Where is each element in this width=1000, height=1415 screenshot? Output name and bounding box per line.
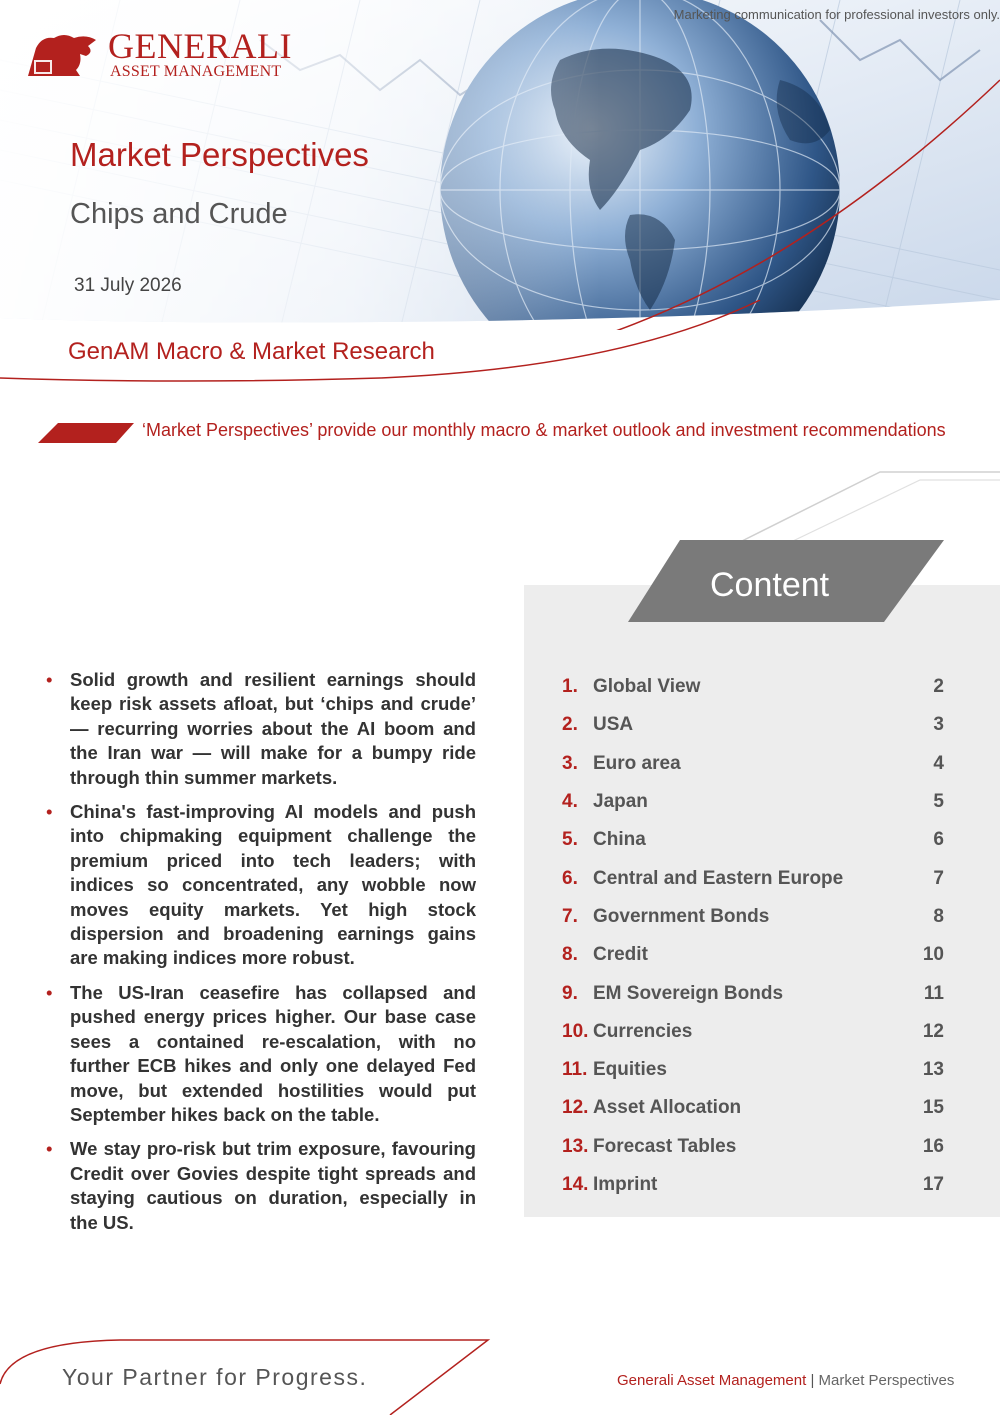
toc-item[interactable]: 7. Government Bonds 8 bbox=[562, 905, 944, 927]
toc-item[interactable]: 9. EM Sovereign Bonds 11 bbox=[562, 982, 944, 1004]
page-title: Market Perspectives bbox=[70, 136, 369, 173]
toc-item[interactable]: 3. Euro area 4 bbox=[562, 752, 944, 774]
contents-tab-shape bbox=[620, 470, 1000, 630]
key-point: • Solid growth and resilient earnings should keep risk assets afloat, but ‘chips and crude’ — recurring worries about the AI boom and the Iran war — will make for a bumpy ride through thin summer markets. bbox=[46, 669, 476, 788]
footer-tagline: Your Partner for Progress. bbox=[62, 1364, 368, 1390]
disclaimer-text: Marketing communication for professional investors only. bbox=[673, 7, 1000, 22]
bullet-icon: • bbox=[46, 981, 53, 1003]
toc-item[interactable]: 2. USA 3 bbox=[562, 714, 944, 736]
bullet-icon: • bbox=[46, 801, 53, 823]
toc-item[interactable]: 13. Forecast Tables 16 bbox=[562, 1135, 944, 1157]
bullet-icon: • bbox=[46, 1138, 53, 1160]
toc-item[interactable]: 6. Central and Eastern Europe 7 bbox=[562, 867, 944, 889]
research-unit: GenAM Macro & Market Research bbox=[68, 338, 435, 365]
contents-heading: Content bbox=[710, 566, 830, 604]
footer-separator: | bbox=[806, 1372, 819, 1389]
footer-publication-info bbox=[617, 1372, 954, 1389]
logo-subtitle: ASSET MANAGEMENT bbox=[110, 63, 282, 80]
key-point: • We stay pro-risk but trim exposure, favouring Credit over Govies despite tight spreads and staying cautious on duration, especially in the US. bbox=[46, 1138, 476, 1233]
footer-brand: Generali Asset Management bbox=[617, 1372, 807, 1389]
bullet-icon: • bbox=[46, 669, 53, 690]
toc-item[interactable]: 10. Currencies 12 bbox=[562, 1020, 944, 1042]
red-flag-icon bbox=[38, 421, 136, 445]
toc-item[interactable]: 14. Imprint 17 bbox=[562, 1174, 944, 1195]
publication-date: 31 July 2026 bbox=[74, 275, 182, 296]
page-subtitle: Chips and Crude bbox=[70, 198, 288, 230]
toc-item[interactable]: 5. China 6 bbox=[562, 829, 944, 851]
toc-item[interactable]: 11. Equities 13 bbox=[562, 1059, 944, 1081]
toc-item[interactable]: 8. Credit 10 bbox=[562, 944, 944, 966]
toc-item[interactable]: 1. Global View 2 bbox=[562, 676, 944, 698]
key-point: • The US-Iran ceasefire has collapsed and pushed energy prices higher. Our base case sees a contained re-escalation, with no further ECB hikes and only one delayed Fed move, but extended hostilities would put September hikes back on the table. bbox=[46, 981, 476, 1125]
footer-publication: Market Perspectives bbox=[818, 1372, 955, 1389]
key-point: • China's fast-improving AI models and push into chipmaking equipment challenge the premium priced into tech leaders; with indices so concentrated, any wobble now moves equity markets. Yet high stock dispersion and broadening earnings gains are making indices more robust. bbox=[46, 801, 476, 969]
generali-lion-logo-icon bbox=[24, 30, 104, 80]
key-points-list bbox=[44, 668, 476, 1245]
table-of-contents bbox=[562, 668, 944, 1204]
intro-text: ‘Market Perspectives’ provide our monthly macro & market outlook and investment recommendations bbox=[142, 420, 946, 440]
toc-item[interactable]: 4. Japan 5 bbox=[562, 791, 944, 813]
toc-item[interactable]: 12. Asset Allocation 15 bbox=[562, 1097, 944, 1119]
logo-wordmark: GENERALI bbox=[108, 26, 292, 66]
